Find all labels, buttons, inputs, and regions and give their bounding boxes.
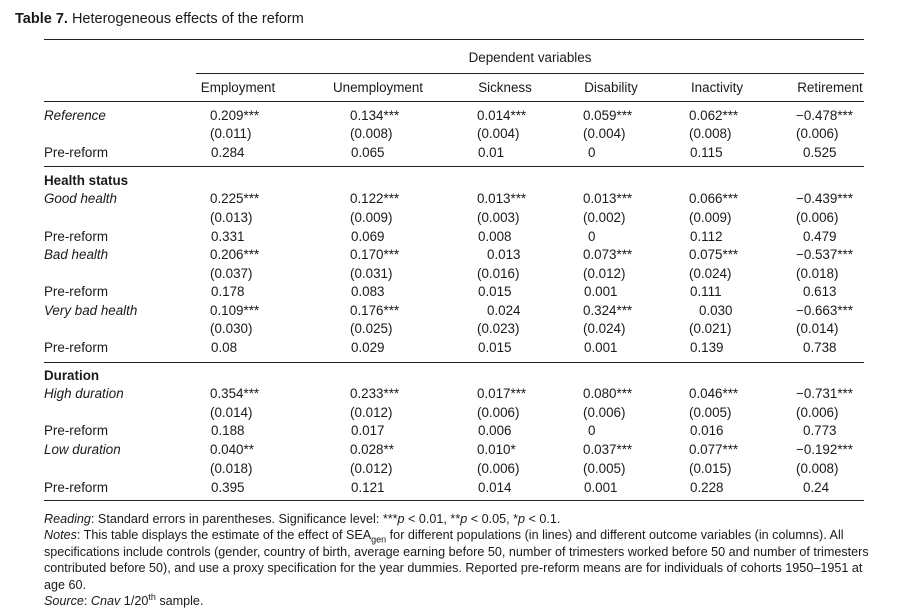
standard-error-cell: (0.012): [350, 461, 393, 476]
pre-reform-cell: 0: [588, 145, 596, 160]
pre-reform-cell: 0.015: [478, 340, 512, 355]
standard-error-cell: (0.008): [350, 126, 393, 141]
pre-reform-cell: 0.228: [690, 480, 724, 495]
source-note: [44, 593, 884, 609]
pre-reform-cell: 0.111: [690, 284, 722, 299]
standard-error-cell: (0.005): [689, 405, 732, 420]
source-label: Source: [44, 594, 84, 609]
row-label: Good health: [44, 191, 117, 206]
estimate-cell: 0.206***: [210, 247, 260, 262]
pre-reform-cell: 0.008: [478, 229, 512, 244]
p-symbol: p: [397, 512, 405, 526]
standard-error-cell: (0.008): [796, 461, 839, 476]
bottom-rule: [44, 500, 864, 501]
estimate-cell: 0.037***: [583, 442, 633, 457]
standard-error-cell: (0.011): [210, 126, 252, 141]
header-rule: [44, 101, 864, 102]
estimate-cell: 0.017***: [477, 386, 527, 401]
estimate-cell: 0.077***: [689, 442, 739, 457]
pre-reform-cell: 0.188: [211, 423, 245, 438]
pre-reform-cell: 0.001: [584, 480, 618, 495]
column-header-inactivity: Inactivity: [690, 80, 744, 95]
pre-reform-cell: 0.613: [803, 284, 837, 299]
standard-error-cell: (0.024): [583, 321, 626, 336]
standard-error-cell: (0.018): [796, 266, 839, 281]
standard-error-cell: (0.015): [689, 461, 732, 476]
pre-reform-cell: 0.016: [690, 423, 724, 438]
source-sep: :: [83, 594, 91, 609]
notes-label: Notes: [44, 528, 77, 543]
pre-reform-cell: 0.178: [211, 284, 245, 299]
pre-reform-cell: 0.24: [803, 480, 830, 495]
pre-reform-cell: 0.001: [584, 340, 618, 355]
reading-threshold-3: < 0.1.: [525, 512, 561, 526]
standard-error-cell: (0.025): [350, 321, 393, 336]
dependent-variables-header: Dependent variables: [468, 50, 592, 65]
pre-reform-cell: 0.017: [351, 423, 385, 438]
standard-error-cell: (0.023): [477, 321, 520, 336]
standard-error-cell: (0.014): [210, 405, 253, 420]
pre-reform-cell: 0.331: [211, 229, 245, 244]
standard-error-cell: (0.003): [477, 210, 520, 225]
estimate-cell: 0.013***: [583, 191, 633, 206]
dependent-variables-rule: [196, 73, 864, 74]
table-number: Table 7.: [15, 11, 68, 27]
pre-reform-cell: 0.083: [351, 284, 385, 299]
standard-error-cell: (0.024): [689, 266, 732, 281]
standard-error-cell: (0.005): [583, 461, 626, 476]
estimate-cell: 0.013: [487, 247, 521, 262]
estimate-cell: 0.354***: [210, 386, 260, 401]
p-symbol: p: [460, 512, 468, 526]
pre-reform-cell: 0.029: [351, 340, 385, 355]
standard-error-cell: (0.008): [689, 126, 732, 141]
pre-reform-cell: 0.525: [803, 145, 837, 160]
estimate-cell: 0.024: [487, 303, 521, 318]
standard-error-cell: (0.012): [583, 266, 626, 281]
estimate-cell: 0.046***: [689, 386, 739, 401]
column-header-employment: Employment: [200, 80, 276, 95]
estimate-cell: −0.439***: [796, 191, 853, 206]
estimate-cell: 0.176***: [350, 303, 400, 318]
pre-reform-cell: 0.014: [478, 480, 512, 495]
estimate-cell: 0.080***: [583, 386, 633, 401]
estimate-cell: 0.066***: [689, 191, 739, 206]
standard-error-cell: (0.013): [210, 210, 253, 225]
standard-error-cell: (0.006): [796, 210, 839, 225]
pre-reform-label: Pre-reform: [44, 145, 108, 160]
estimate-cell: 0.028**: [350, 442, 394, 457]
standard-error-cell: (0.006): [796, 405, 839, 420]
reading-threshold-1: < 0.01, **: [404, 512, 461, 526]
pre-reform-label: Pre-reform: [44, 340, 108, 355]
pre-reform-cell: 0.115: [690, 145, 723, 160]
estimate-cell: 0.134***: [350, 108, 400, 123]
section-heading: Health status: [44, 173, 129, 188]
table-caption: Heterogeneous effects of the reform: [71, 11, 304, 27]
estimate-cell: 0.059***: [583, 108, 633, 123]
estimate-cell: 0.170***: [350, 247, 400, 262]
estimate-cell: 0.010*: [477, 442, 516, 457]
standard-error-cell: (0.006): [796, 126, 839, 141]
standard-error-cell: (0.006): [583, 405, 626, 420]
estimate-cell: −0.192***: [796, 442, 853, 457]
standard-error-cell: (0.031): [350, 266, 393, 281]
row-label: Very bad health: [44, 303, 138, 318]
rule-after-health: [44, 362, 864, 363]
source-name: Cnav: [90, 594, 121, 609]
pre-reform-cell: 0.01: [478, 145, 505, 160]
standard-error-cell: (0.004): [477, 126, 520, 141]
p-symbol: p: [518, 512, 526, 526]
standard-error-cell: (0.006): [477, 405, 520, 420]
estimate-cell: 0.209***: [210, 108, 260, 123]
top-rule: [44, 39, 864, 40]
row-label: High duration: [44, 386, 124, 401]
standard-error-cell: (0.002): [583, 210, 626, 225]
column-header-disability: Disability: [584, 80, 638, 95]
pre-reform-cell: 0.121: [351, 480, 385, 495]
pre-reform-cell: 0: [588, 423, 596, 438]
estimate-cell: −0.731***: [796, 386, 853, 401]
reading-note: [44, 511, 884, 527]
estimate-cell: −0.478***: [796, 108, 853, 123]
sea-subscript: gen: [371, 534, 387, 545]
standard-error-cell: (0.030): [210, 321, 253, 336]
pre-reform-cell: 0.284: [211, 145, 245, 160]
estimate-cell: 0.030: [699, 303, 733, 318]
estimate-cell: 0.075***: [689, 247, 739, 262]
pre-reform-cell: 0.395: [211, 480, 245, 495]
pre-reform-label: Pre-reform: [44, 284, 108, 299]
estimate-cell: 0.122***: [350, 191, 400, 206]
estimate-cell: 0.233***: [350, 386, 400, 401]
source-sample: sample.: [155, 594, 204, 609]
standard-error-cell: (0.009): [350, 210, 393, 225]
pre-reform-cell: 0.08: [211, 340, 238, 355]
standard-error-cell: (0.006): [477, 461, 520, 476]
pre-reform-label: Pre-reform: [44, 480, 108, 495]
standard-error-cell: (0.018): [210, 461, 253, 476]
standard-error-cell: (0.021): [689, 321, 732, 336]
estimate-cell: −0.537***: [796, 247, 853, 262]
pre-reform-label: Pre-reform: [44, 229, 108, 244]
section-heading: Duration: [44, 368, 100, 383]
row-label: Reference: [44, 108, 106, 123]
estimate-cell: 0.013***: [477, 191, 527, 206]
notes-paragraph: [44, 527, 884, 593]
estimate-cell: 0.073***: [583, 247, 633, 262]
estimate-cell: 0.324***: [583, 303, 633, 318]
column-header-retirement: Retirement: [797, 80, 863, 95]
pre-reform-cell: 0.069: [351, 229, 385, 244]
notes-text-b: for different populations (in lines) and different outcome variables (in columns). All specifications include controls (gender, country of birth, average earning before 50, number of trimesters worked before 50 and number of trimesters contributed before 50), and use a proxy specification for the year dummies. Reported pre-reform means are for individuals of cohorts 1950–1951 at age 60.: [44, 528, 869, 592]
reading-label: Reading: [44, 512, 91, 526]
estimate-cell: 0.062***: [689, 108, 739, 123]
source-fraction: 1/20: [120, 594, 149, 609]
column-header-sickness: Sickness: [478, 80, 532, 95]
estimate-cell: −0.663***: [796, 303, 853, 318]
pre-reform-cell: 0.015: [478, 284, 512, 299]
estimate-cell: 0.225***: [210, 191, 260, 206]
row-label: Low duration: [44, 442, 121, 457]
table-notes: [44, 511, 884, 609]
pre-reform-cell: 0.773: [803, 423, 837, 438]
estimate-cell: 0.040**: [210, 442, 254, 457]
standard-error-cell: (0.037): [210, 266, 253, 281]
reading-text: : Standard errors in parentheses. Significance level: ***: [90, 512, 398, 526]
standard-error-cell: (0.004): [583, 126, 626, 141]
standard-error-cell: (0.016): [477, 266, 520, 281]
rule-after-reference: [44, 166, 864, 167]
column-header-unemployment: Unemployment: [332, 80, 424, 95]
standard-error-cell: (0.009): [689, 210, 732, 225]
notes-text-a: : This table displays the estimate of the effect of SEA: [76, 528, 372, 543]
estimate-cell: 0.109***: [210, 303, 260, 318]
standard-error-cell: (0.012): [350, 405, 393, 420]
standard-error-cell: (0.014): [796, 321, 839, 336]
source-superscript: th: [148, 591, 156, 602]
pre-reform-cell: 0.001: [584, 284, 618, 299]
pre-reform-cell: 0: [588, 229, 596, 244]
table-title: [15, 11, 304, 27]
pre-reform-cell: 0.139: [690, 340, 724, 355]
pre-reform-cell: 0.006: [478, 423, 512, 438]
row-label: Bad health: [44, 247, 109, 262]
pre-reform-cell: 0.738: [803, 340, 837, 355]
pre-reform-cell: 0.065: [351, 145, 385, 160]
pre-reform-cell: 0.112: [690, 229, 723, 244]
pre-reform-label: Pre-reform: [44, 423, 108, 438]
reading-threshold-2: < 0.05, *: [467, 512, 519, 526]
pre-reform-cell: 0.479: [803, 229, 837, 244]
estimate-cell: 0.014***: [477, 108, 527, 123]
